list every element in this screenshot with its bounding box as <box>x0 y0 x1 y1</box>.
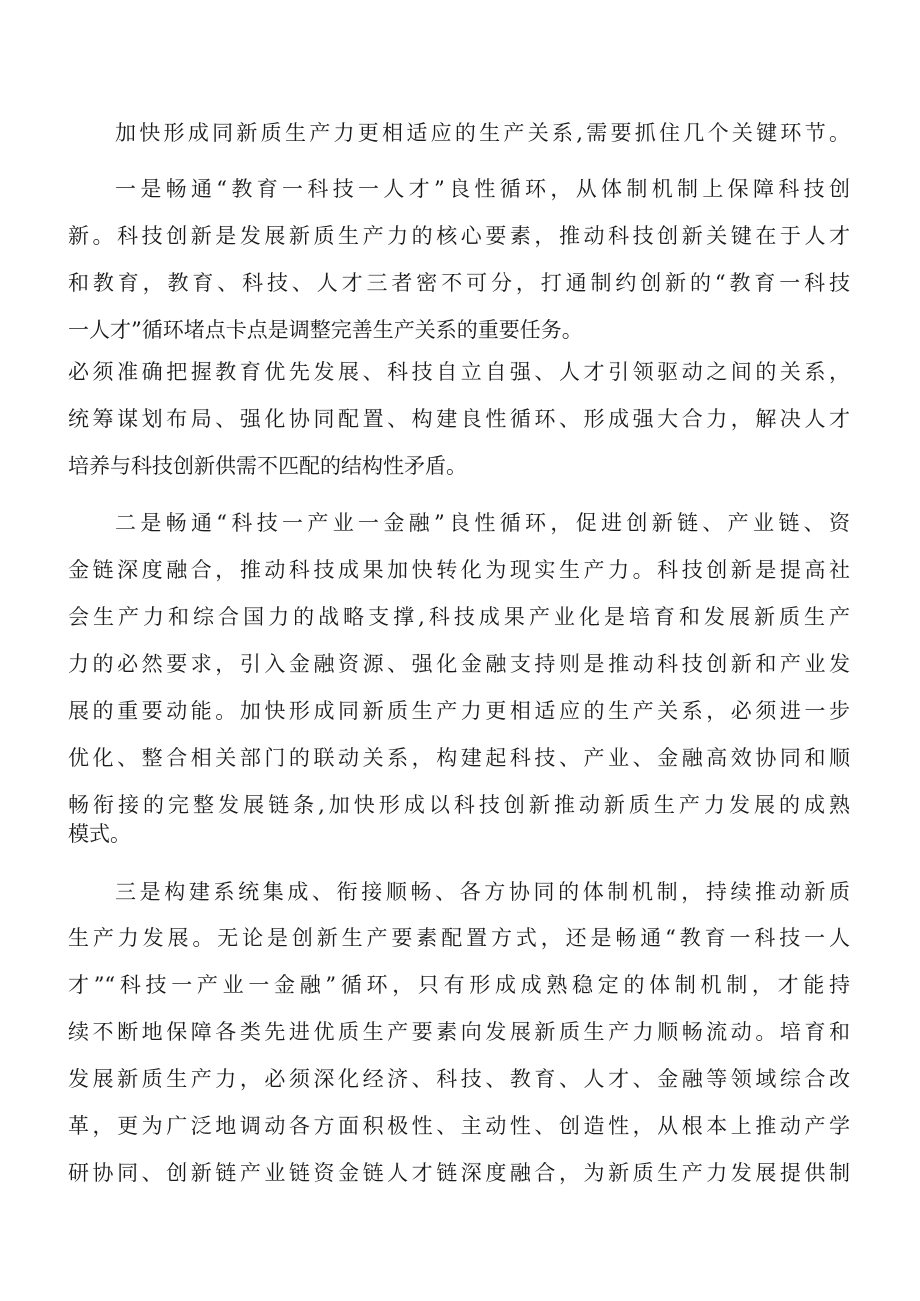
text-line: 模式。 <box>68 822 131 846</box>
text-line: 新。科技创新是发展新质生产力的核心要素，推动科技创新关键在于人才 <box>68 224 850 248</box>
text-line: 会生产力和综合国力的战略支撑,科技成果产业化是培育和发展新质生产 <box>68 605 850 629</box>
text-line: 续不断地保障各类先进优质生产要素向发展新质生产力顺畅流动。培育和 <box>68 1020 850 1044</box>
text-line: 优化、整合相关部门的联动关系，构建起科技、产业、金融高效协同和顺 <box>68 746 850 770</box>
text-line: 统筹谋划布局、强化协同配置、构建良性循环、形成强大合力，解决人才 <box>68 407 850 431</box>
text-line: 和教育，教育、科技、人才三者密不可分，打通制约创新的“教育一科技 <box>68 271 850 295</box>
text-line: 生产力发展。无论是创新生产要素配置方式，还是畅通“教育一科技一人 <box>68 926 850 950</box>
text-line: 展的重要动能。加快形成同新质生产力更相适应的生产关系，必须进一步 <box>68 699 850 723</box>
text-line: 金链深度融合，推动科技成果加快转化为现实生产力。科技创新是提高社 <box>68 558 850 582</box>
text-line: 一人才”循环堵点卡点是调整完善生产关系的重要任务。 <box>68 318 583 342</box>
text-line: 培养与科技创新供需不匹配的结构性矛盾。 <box>68 454 467 478</box>
text-line: 发展新质生产力，必须深化经济、科技、教育、人才、金融等领域综合改 <box>68 1067 850 1091</box>
text-line: 加快形成同新质生产力更相适应的生产关系,需要抓住几个关键环节。 <box>115 121 850 145</box>
text-line: 力的必然要求，引入金融资源、强化金融支持则是推动科技创新和产业发 <box>68 652 850 676</box>
text-line: 二是畅通“科技一产业一金融”良性循环，促进创新链、产业链、资 <box>115 511 850 535</box>
text-line: 研协同、创新链产业链资金链人才链深度融合，为新质生产力发展提供制 <box>68 1161 850 1185</box>
text-line: 三是构建系统集成、衔接顺畅、各方协同的体制机制，持续推动新质 <box>115 880 850 904</box>
text-line: 畅衔接的完整发展链条,加快形成以科技创新推动新质生产力发展的成熟 <box>68 793 850 817</box>
text-line: 才”“科技一产业一金融”循环，只有形成成熟稳定的体制机制，才能持 <box>68 973 850 997</box>
text-line: 革，更为广泛地调动各方面积极性、主动性、创造性，从根本上推动产学 <box>68 1114 850 1138</box>
text-line: 必须准确把握教育优先发展、科技自立自强、人才引领驱动之间的关系， <box>68 360 850 384</box>
text-line: 一是畅通“教育一科技一人才”良性循环，从体制机制上保障科技创 <box>115 177 850 201</box>
